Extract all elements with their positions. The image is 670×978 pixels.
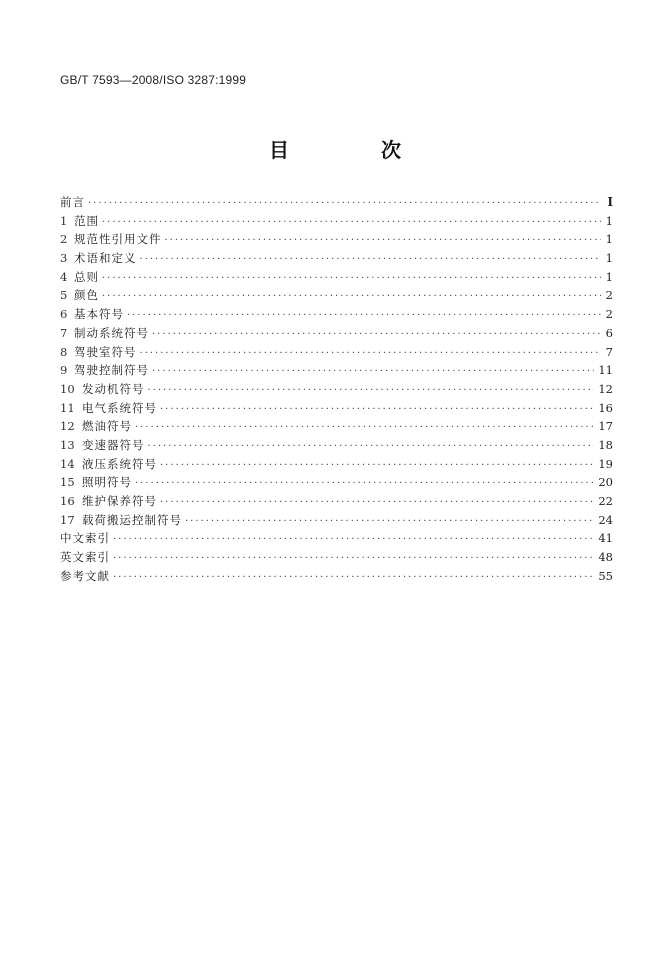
toc-entry-number: 3 <box>60 251 68 266</box>
toc-entry[interactable] <box>60 268 613 287</box>
toc-entry[interactable] <box>60 399 613 418</box>
toc-entry-number: 11 <box>60 400 75 415</box>
toc-entry[interactable] <box>60 548 613 567</box>
toc-entry-page-number: 16 <box>598 400 613 415</box>
toc-entry-label: 颜色 <box>74 288 99 303</box>
toc-leader-dots <box>113 550 594 569</box>
toc-entry-label: 中文索引 <box>60 531 110 546</box>
toc-entry-label: 英文索引 <box>60 550 110 565</box>
toc-entry-label: 前言 <box>60 195 85 209</box>
toc-entry-number: 15 <box>60 475 75 490</box>
toc-entry-page-number: 1 <box>605 232 613 247</box>
standard-number: GB/T 7593—2008/ISO 3287:1999 <box>60 73 247 87</box>
toc-entry[interactable] <box>60 380 613 399</box>
toc-leader-dots <box>140 345 602 364</box>
toc-leader-dots <box>160 494 594 513</box>
toc-entry-page-number: 17 <box>598 419 613 434</box>
toc-entry-page-number: 55 <box>598 568 613 583</box>
toc-entry-number: 7 <box>60 325 68 340</box>
toc-entry-number: 10 <box>60 381 75 396</box>
toc-entry[interactable] <box>60 249 613 268</box>
toc-entry-number: 12 <box>60 419 75 434</box>
toc-leader-dots <box>102 214 601 233</box>
table-of-contents <box>60 193 613 585</box>
toc-entry-number: 9 <box>60 363 68 378</box>
toc-entry[interactable] <box>60 511 613 530</box>
toc-leader-dots <box>102 270 601 289</box>
toc-entry[interactable] <box>60 473 613 492</box>
toc-entry[interactable] <box>60 343 613 362</box>
toc-leader-dots <box>113 569 594 588</box>
toc-entry-label: 基本符号 <box>74 307 124 322</box>
toc-entry[interactable] <box>60 417 613 436</box>
toc-entry-number: 16 <box>60 494 75 508</box>
toc-entry-page-number: 12 <box>598 381 613 396</box>
page-title: 目 次 <box>269 138 437 162</box>
toc-entry-number: 4 <box>60 269 68 284</box>
toc-entry-page-number: 2 <box>605 307 613 322</box>
toc-entry-number: 6 <box>60 307 68 322</box>
toc-leader-dots <box>127 307 601 326</box>
toc-entry-label: 制动系统符号 <box>74 325 149 340</box>
toc-entry-label: 载荷搬运控制符号 <box>82 512 182 527</box>
toc-entry-label: 电气系统符号 <box>82 400 157 415</box>
toc-entry-page-number: 11 <box>598 363 613 378</box>
toc-leader-dots <box>135 419 594 438</box>
toc-entry[interactable] <box>60 305 613 324</box>
toc-entry-number: 1 <box>60 213 68 228</box>
toc-leader-dots <box>148 438 595 457</box>
toc-entry-page-number: 7 <box>605 344 613 359</box>
toc-leader-dots <box>140 251 602 270</box>
toc-leader-dots <box>113 531 594 550</box>
toc-entry-label: 燃油符号 <box>82 419 132 434</box>
toc-entry-label: 变速器符号 <box>82 437 145 452</box>
toc-entry-number: 5 <box>60 288 68 303</box>
toc-entry-label: 驾驶控制符号 <box>74 363 149 378</box>
toc-entry[interactable] <box>60 567 613 586</box>
toc-leader-dots <box>160 457 594 476</box>
toc-entry-page-number: 2 <box>605 288 613 303</box>
toc-entry-label: 术语和定义 <box>74 251 137 266</box>
toc-entry-label: 参考文献 <box>60 568 110 583</box>
toc-leader-dots <box>88 195 601 214</box>
toc-leader-dots <box>152 326 601 345</box>
toc-entry-label: 液压系统符号 <box>82 456 157 471</box>
toc-entry-number: 13 <box>60 437 75 452</box>
toc-leader-dots <box>165 232 602 251</box>
toc-entry[interactable] <box>60 436 613 455</box>
toc-entry-number: 14 <box>60 456 75 471</box>
toc-entry-number: 2 <box>60 232 68 247</box>
toc-entry-page-number: 22 <box>598 494 613 508</box>
toc-entry[interactable] <box>60 193 613 212</box>
toc-entry-page-number: 24 <box>598 512 613 527</box>
toc-entry-page-number: 1 <box>605 251 613 266</box>
toc-leader-dots <box>160 401 594 420</box>
toc-entry-page-number: 18 <box>598 437 613 452</box>
toc-leader-dots <box>135 475 594 494</box>
toc-entry[interactable] <box>60 455 613 474</box>
toc-entry-label: 驾驶室符号 <box>74 344 137 359</box>
toc-leader-dots <box>185 513 594 532</box>
toc-entry-number: 17 <box>60 512 75 527</box>
toc-entry[interactable] <box>60 230 613 249</box>
toc-entry-page-number: 41 <box>598 531 613 546</box>
toc-entry-page-number: 48 <box>598 550 613 565</box>
toc-entry-label: 发动机符号 <box>82 381 145 396</box>
toc-leader-dots <box>102 288 601 307</box>
toc-entry-number: 8 <box>60 344 68 359</box>
toc-entry[interactable] <box>60 529 613 548</box>
toc-entry-page-number: 6 <box>605 325 613 340</box>
toc-entry-label: 维护保养符号 <box>82 494 157 508</box>
toc-entry-label: 照明符号 <box>82 475 132 490</box>
toc-entry-page-number: 19 <box>598 456 613 471</box>
toc-entry[interactable] <box>60 324 613 343</box>
toc-entry-page-number: I <box>607 195 613 209</box>
toc-leader-dots <box>152 363 594 382</box>
toc-entry[interactable] <box>60 361 613 380</box>
toc-entry[interactable] <box>60 212 613 231</box>
toc-leader-dots <box>148 382 595 401</box>
toc-entry-label: 总则 <box>74 269 99 284</box>
toc-entry-label: 规范性引用文件 <box>74 232 162 247</box>
toc-entry-page-number: 20 <box>598 475 613 490</box>
toc-entry[interactable] <box>60 492 613 511</box>
toc-entry[interactable] <box>60 286 613 305</box>
toc-entry-page-number: 1 <box>605 269 613 284</box>
toc-entry-label: 范围 <box>74 213 99 228</box>
toc-entry-page-number: 1 <box>605 213 613 228</box>
